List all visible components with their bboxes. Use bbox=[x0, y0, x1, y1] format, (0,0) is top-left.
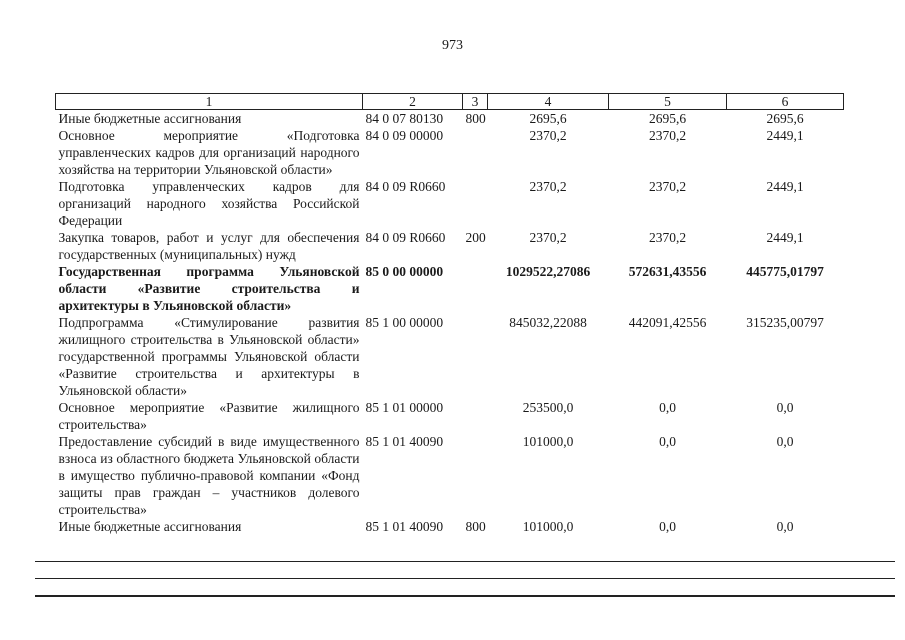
row-code: 84 0 09 R0660 bbox=[365, 230, 446, 245]
row-value-3: 0,0 bbox=[776, 400, 794, 415]
row-value-1: 2370,2 bbox=[529, 179, 567, 194]
table-row bbox=[56, 229, 844, 263]
page-number: 973 bbox=[442, 38, 463, 53]
row-value-1: 101000,0 bbox=[522, 434, 574, 449]
row-type bbox=[463, 263, 488, 314]
header-col-6: 6 bbox=[727, 94, 844, 110]
row-value-2: 572631,43556 bbox=[628, 264, 707, 279]
table-row-program bbox=[56, 263, 844, 314]
row-value-2: 442091,42556 bbox=[628, 315, 707, 330]
row-code: 85 1 00 00000 bbox=[365, 315, 444, 330]
row-type bbox=[463, 433, 488, 518]
row-code: 85 0 00 00000 bbox=[365, 264, 444, 279]
row-name: Подготовка управленческих кадров для организаций народного хозяйства Российской Федерации bbox=[58, 179, 360, 228]
row-value-3: 0,0 bbox=[776, 434, 794, 449]
row-type: 800 bbox=[465, 111, 486, 126]
header-col-5: 5 bbox=[609, 94, 727, 110]
row-value-1: 1029522,27086 bbox=[505, 264, 591, 279]
header-col-4: 4 bbox=[488, 94, 609, 110]
scan-rule-line bbox=[35, 578, 895, 579]
row-name: Иные бюджетные ассигнования bbox=[58, 519, 242, 534]
row-code: 84 0 09 R0660 bbox=[365, 179, 446, 194]
row-type bbox=[463, 178, 488, 229]
row-name: Государственная программа Ульяновской области «Развитие строительства и архитектуры в Ульяновской области» bbox=[58, 264, 360, 313]
row-name: Закупка товаров, работ и услуг для обеспечения государственных (муниципальных) нужд bbox=[58, 230, 360, 262]
table-row bbox=[56, 178, 844, 229]
row-name: Иные бюджетные ассигнования bbox=[58, 111, 242, 126]
row-type bbox=[463, 399, 488, 433]
table-row bbox=[56, 127, 844, 178]
scan-rule-line bbox=[35, 561, 895, 562]
row-value-3: 315235,00797 bbox=[746, 315, 824, 330]
row-code: 85 1 01 40090 bbox=[365, 519, 444, 534]
row-value-1: 2370,2 bbox=[529, 230, 567, 245]
row-value-3: 0,0 bbox=[776, 519, 794, 534]
row-name: Основное мероприятие «Развитие жилищного строительства» bbox=[58, 400, 360, 432]
row-value-2: 2370,2 bbox=[648, 230, 687, 245]
row-value-3: 2449,1 bbox=[766, 179, 804, 194]
table-row bbox=[56, 399, 844, 433]
row-value-1: 253500,0 bbox=[522, 400, 574, 415]
table-row bbox=[56, 433, 844, 518]
table-row bbox=[56, 314, 844, 399]
row-type bbox=[463, 314, 488, 399]
row-type: 200 bbox=[465, 230, 486, 245]
table-row bbox=[56, 518, 844, 535]
header-col-1: 1 bbox=[56, 94, 363, 110]
table-header-row bbox=[56, 94, 844, 110]
row-name: Подпрограмма «Стимулирование развития жилищного строительства в Ульяновской области» государственной программы Ульяновской области «Развитие строительства и архитектуры в Ульяновской области» bbox=[58, 315, 360, 398]
row-value-2: 0,0 bbox=[659, 519, 676, 534]
row-code: 84 0 09 00000 bbox=[365, 128, 444, 143]
table-row bbox=[56, 110, 844, 128]
header-col-3: 3 bbox=[463, 94, 488, 110]
header-col-2: 2 bbox=[363, 94, 463, 110]
budget-table bbox=[55, 93, 844, 535]
row-code: 84 0 07 80130 bbox=[365, 111, 444, 126]
row-value-3: 2449,1 bbox=[766, 128, 804, 143]
row-type bbox=[463, 127, 488, 178]
row-value-3: 2449,1 bbox=[766, 230, 804, 245]
row-value-2: 2370,2 bbox=[648, 128, 687, 143]
scan-rule-line bbox=[35, 595, 895, 597]
row-value-1: 2370,2 bbox=[529, 128, 567, 143]
row-value-2: 2695,6 bbox=[648, 111, 687, 126]
row-code: 85 1 01 00000 bbox=[365, 400, 444, 415]
row-value-1: 845032,22088 bbox=[509, 315, 587, 330]
row-value-1: 101000,0 bbox=[522, 519, 574, 534]
row-name: Предоставление субсидий в виде имущественного взноса из областного бюджета Ульяновской области в имущество публично-правовой компании «Фонд защиты прав граждан – участников долевого строительства» bbox=[58, 434, 360, 517]
row-value-3: 445775,01797 bbox=[746, 264, 824, 279]
row-value-2: 2370,2 bbox=[648, 179, 687, 194]
row-value-3: 2695,6 bbox=[766, 111, 804, 126]
row-value-1: 2695,6 bbox=[529, 111, 567, 126]
row-name: Основное мероприятие «Подготовка управленческих кадров для организаций народного хозяйства на территории Ульяновской области» bbox=[58, 128, 360, 177]
row-type: 800 bbox=[465, 519, 486, 534]
row-code: 85 1 01 40090 bbox=[365, 434, 444, 449]
row-value-2: 0,0 bbox=[659, 400, 676, 415]
row-value-2: 0,0 bbox=[659, 434, 676, 449]
